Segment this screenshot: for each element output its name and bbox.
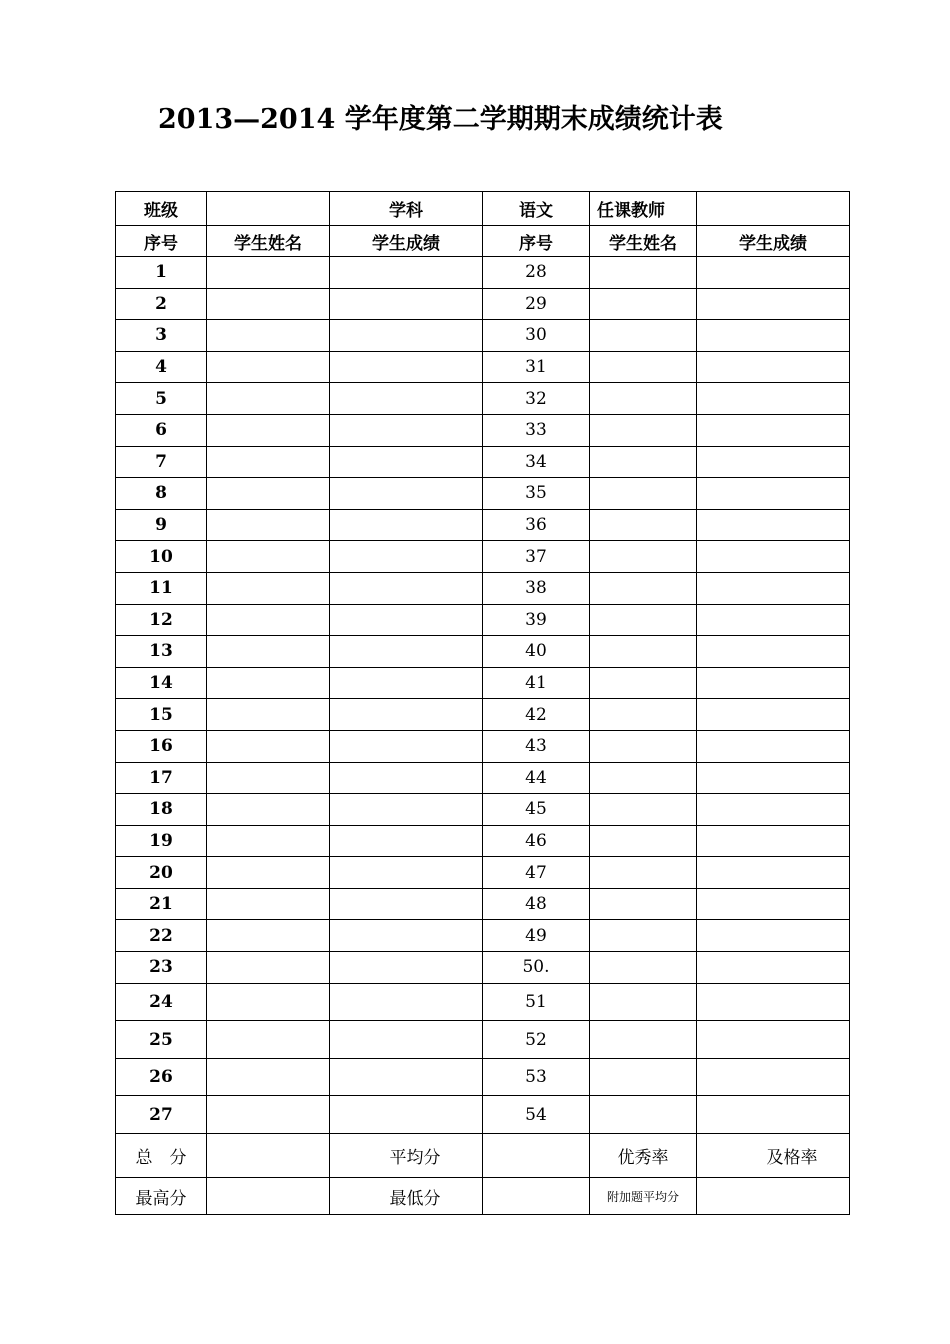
student-score-cell[interactable] — [330, 1058, 483, 1096]
student-name-cell[interactable] — [590, 288, 697, 320]
student-score-cell[interactable] — [330, 952, 483, 984]
student-name-cell[interactable] — [207, 857, 330, 889]
row-number-left: 12 — [116, 604, 207, 636]
row-number-right: 47 — [483, 857, 590, 889]
total-cell[interactable] — [207, 1134, 330, 1178]
student-score-cell[interactable] — [697, 478, 850, 510]
student-name-cell[interactable] — [590, 541, 697, 573]
row-number-left: 9 — [116, 509, 207, 541]
row-number-right: 46 — [483, 825, 590, 857]
student-score-cell[interactable] — [697, 699, 850, 731]
student-score-cell[interactable] — [697, 983, 850, 1021]
table-row — [116, 414, 850, 446]
student-score-cell[interactable] — [697, 1058, 850, 1096]
student-score-cell[interactable] — [697, 888, 850, 920]
student-score-cell[interactable] — [330, 288, 483, 320]
student-score-cell[interactable] — [330, 1096, 483, 1134]
student-name-cell[interactable] — [207, 572, 330, 604]
row-number-right: 31 — [483, 351, 590, 383]
student-name-cell[interactable] — [207, 952, 330, 984]
student-name-cell[interactable] — [590, 509, 697, 541]
student-name-cell[interactable] — [207, 446, 330, 478]
student-name-cell[interactable] — [590, 730, 697, 762]
student-name-cell[interactable] — [207, 667, 330, 699]
row-number-right: 37 — [483, 541, 590, 573]
row-number-left: 11 — [116, 572, 207, 604]
student-name-cell[interactable] — [590, 888, 697, 920]
row-number-left: 15 — [116, 699, 207, 731]
table-row — [116, 446, 850, 478]
row-number-left: 18 — [116, 794, 207, 826]
highest-cell[interactable] — [207, 1178, 330, 1215]
row-number-right: 33 — [483, 414, 590, 446]
row-number-left: 1 — [116, 257, 207, 289]
student-score-cell[interactable] — [330, 730, 483, 762]
student-score-cell[interactable] — [330, 636, 483, 668]
column-header: 序号 — [483, 226, 590, 257]
student-score-cell[interactable] — [697, 636, 850, 668]
table-row — [116, 509, 850, 541]
table-row — [116, 572, 850, 604]
student-name-cell[interactable] — [207, 1096, 330, 1134]
table-row — [116, 320, 850, 352]
student-score-cell[interactable] — [330, 572, 483, 604]
student-score-cell[interactable] — [697, 762, 850, 794]
row-number-right: 52 — [483, 1021, 590, 1059]
row-number-right: 39 — [483, 604, 590, 636]
student-name-cell[interactable] — [590, 794, 697, 826]
row-number-right: 29 — [483, 288, 590, 320]
student-name-cell[interactable] — [207, 699, 330, 731]
student-score-cell[interactable] — [697, 320, 850, 352]
table-row — [116, 857, 850, 889]
student-name-cell[interactable] — [590, 320, 697, 352]
table-row — [116, 604, 850, 636]
row-number-right: 36 — [483, 509, 590, 541]
row-number-right: 40 — [483, 636, 590, 668]
student-name-cell[interactable] — [207, 509, 330, 541]
student-score-cell[interactable] — [330, 320, 483, 352]
row-number-left: 8 — [116, 478, 207, 510]
row-number-right: 54 — [483, 1096, 590, 1134]
table-row — [116, 983, 850, 1021]
row-number-right: 35 — [483, 478, 590, 510]
student-score-cell[interactable] — [697, 825, 850, 857]
student-score-cell[interactable] — [330, 509, 483, 541]
student-name-cell[interactable] — [590, 667, 697, 699]
total-label: 总 分 — [116, 1134, 207, 1178]
row-number-right: 48 — [483, 888, 590, 920]
column-header: 学生姓名 — [207, 226, 330, 257]
column-header-row — [116, 226, 850, 257]
table-row — [116, 730, 850, 762]
student-name-cell[interactable] — [207, 320, 330, 352]
student-name-cell[interactable] — [207, 825, 330, 857]
student-score-cell[interactable] — [330, 1021, 483, 1059]
table-row — [116, 288, 850, 320]
column-header: 学生成绩 — [697, 226, 850, 257]
student-name-cell[interactable] — [590, 351, 697, 383]
row-number-right: 38 — [483, 572, 590, 604]
page-title: 2013—2014 学年度第二学期期末成绩统计表 — [158, 104, 723, 135]
student-score-cell[interactable] — [697, 446, 850, 478]
table-row — [116, 699, 850, 731]
student-score-cell[interactable] — [330, 383, 483, 415]
student-name-cell[interactable] — [590, 920, 697, 952]
student-name-cell[interactable] — [207, 383, 330, 415]
student-name-cell[interactable] — [207, 1021, 330, 1059]
pass-rate-label: 及格率 — [697, 1134, 850, 1178]
row-number-left: 3 — [116, 320, 207, 352]
table-row — [116, 762, 850, 794]
score-table — [115, 191, 850, 1215]
lowest-label: 最低分 — [330, 1178, 483, 1215]
student-name-cell[interactable] — [207, 478, 330, 510]
header-row — [116, 192, 850, 226]
student-name-cell[interactable] — [590, 636, 697, 668]
student-name-cell[interactable] — [207, 604, 330, 636]
summary-row — [116, 1134, 850, 1178]
row-number-right: 28 — [483, 257, 590, 289]
student-score-cell[interactable] — [330, 351, 483, 383]
student-name-cell[interactable] — [207, 414, 330, 446]
table-row — [116, 952, 850, 984]
row-number-left: 19 — [116, 825, 207, 857]
student-score-cell[interactable] — [330, 762, 483, 794]
row-number-left: 27 — [116, 1096, 207, 1134]
row-number-left: 6 — [116, 414, 207, 446]
student-score-cell[interactable] — [697, 857, 850, 889]
row-number-right: 51 — [483, 983, 590, 1021]
row-number-left: 14 — [116, 667, 207, 699]
row-number-right: 30 — [483, 320, 590, 352]
row-number-right: 44 — [483, 762, 590, 794]
table-row — [116, 636, 850, 668]
student-score-cell[interactable] — [330, 825, 483, 857]
row-number-right: 43 — [483, 730, 590, 762]
student-name-cell[interactable] — [590, 257, 697, 289]
table-row — [116, 1058, 850, 1096]
student-name-cell[interactable] — [207, 288, 330, 320]
student-score-cell[interactable] — [697, 257, 850, 289]
row-number-right: 53 — [483, 1058, 590, 1096]
student-score-cell[interactable] — [330, 794, 483, 826]
student-score-cell[interactable] — [697, 952, 850, 984]
row-number-left: 16 — [116, 730, 207, 762]
student-name-cell[interactable] — [207, 636, 330, 668]
student-score-cell[interactable] — [330, 857, 483, 889]
student-name-cell[interactable] — [590, 604, 697, 636]
row-number-left: 7 — [116, 446, 207, 478]
student-name-cell[interactable] — [207, 762, 330, 794]
row-number-left: 24 — [116, 983, 207, 1021]
row-number-left: 4 — [116, 351, 207, 383]
row-number-left: 10 — [116, 541, 207, 573]
row-number-left: 5 — [116, 383, 207, 415]
student-score-cell[interactable] — [697, 572, 850, 604]
student-score-cell[interactable] — [330, 541, 483, 573]
student-score-cell[interactable] — [697, 1021, 850, 1059]
row-number-right: 45 — [483, 794, 590, 826]
student-name-cell[interactable] — [590, 446, 697, 478]
student-score-cell[interactable] — [697, 541, 850, 573]
class-label: 班级 — [116, 192, 207, 226]
column-header: 学生成绩 — [330, 226, 483, 257]
student-score-cell[interactable] — [330, 257, 483, 289]
table-row — [116, 1096, 850, 1134]
student-name-cell[interactable] — [590, 1021, 697, 1059]
row-number-left: 23 — [116, 952, 207, 984]
teacher-value-cell[interactable] — [697, 192, 850, 226]
class-value-cell[interactable] — [207, 192, 330, 226]
student-score-cell[interactable] — [330, 888, 483, 920]
table-row — [116, 794, 850, 826]
subject-value: 语文 — [483, 192, 590, 226]
student-score-cell[interactable] — [330, 667, 483, 699]
row-number-left: 20 — [116, 857, 207, 889]
student-name-cell[interactable] — [590, 414, 697, 446]
row-number-left: 17 — [116, 762, 207, 794]
student-name-cell[interactable] — [590, 983, 697, 1021]
student-name-cell[interactable] — [590, 762, 697, 794]
row-number-right: 34 — [483, 446, 590, 478]
subject-label: 学科 — [330, 192, 483, 226]
student-score-cell[interactable] — [330, 446, 483, 478]
row-number-right: 49 — [483, 920, 590, 952]
student-score-cell[interactable] — [697, 920, 850, 952]
column-header: 序号 — [116, 226, 207, 257]
student-score-cell[interactable] — [697, 351, 850, 383]
student-score-cell[interactable] — [697, 604, 850, 636]
student-name-cell[interactable] — [590, 699, 697, 731]
row-number-left: 25 — [116, 1021, 207, 1059]
row-number-right: 50. — [483, 952, 590, 984]
student-name-cell[interactable] — [207, 983, 330, 1021]
student-score-cell[interactable] — [330, 414, 483, 446]
student-name-cell[interactable] — [590, 952, 697, 984]
student-name-cell[interactable] — [590, 825, 697, 857]
student-name-cell[interactable] — [207, 888, 330, 920]
student-name-cell[interactable] — [590, 857, 697, 889]
student-name-cell[interactable] — [207, 1058, 330, 1096]
row-number-right: 32 — [483, 383, 590, 415]
student-score-cell[interactable] — [697, 509, 850, 541]
student-score-cell[interactable] — [697, 730, 850, 762]
highest-label: 最高分 — [116, 1178, 207, 1215]
table-row — [116, 1021, 850, 1059]
table-row — [116, 920, 850, 952]
lowest-cell[interactable] — [483, 1178, 590, 1215]
student-score-cell[interactable] — [330, 604, 483, 636]
student-name-cell[interactable] — [590, 1058, 697, 1096]
table-row — [116, 351, 850, 383]
table-row — [116, 667, 850, 699]
student-name-cell[interactable] — [207, 730, 330, 762]
row-number-left: 13 — [116, 636, 207, 668]
average-cell[interactable] — [483, 1134, 590, 1178]
student-name-cell[interactable] — [207, 541, 330, 573]
table-row — [116, 478, 850, 510]
student-name-cell[interactable] — [207, 257, 330, 289]
student-score-cell[interactable] — [697, 383, 850, 415]
bonus-average-cell[interactable] — [697, 1178, 850, 1215]
student-score-cell[interactable] — [330, 983, 483, 1021]
summary-row — [116, 1178, 850, 1215]
table-row — [116, 541, 850, 573]
student-name-cell[interactable] — [590, 1096, 697, 1134]
student-score-cell[interactable] — [330, 478, 483, 510]
student-score-cell[interactable] — [697, 794, 850, 826]
table-row — [116, 257, 850, 289]
teacher-label: 任课教师 — [590, 192, 697, 226]
student-score-cell[interactable] — [697, 288, 850, 320]
row-number-left: 22 — [116, 920, 207, 952]
student-score-cell[interactable] — [697, 1096, 850, 1134]
student-name-cell[interactable] — [590, 572, 697, 604]
student-name-cell[interactable] — [590, 478, 697, 510]
column-header: 学生姓名 — [590, 226, 697, 257]
row-number-left: 26 — [116, 1058, 207, 1096]
average-label: 平均分 — [330, 1134, 483, 1178]
student-score-cell[interactable] — [330, 699, 483, 731]
row-number-left: 2 — [116, 288, 207, 320]
table-row — [116, 825, 850, 857]
student-score-cell[interactable] — [697, 667, 850, 699]
row-number-left: 21 — [116, 888, 207, 920]
table-row — [116, 888, 850, 920]
bonus-average-label: 附加题平均分 — [590, 1178, 697, 1215]
row-number-right: 41 — [483, 667, 590, 699]
student-name-cell[interactable] — [207, 920, 330, 952]
student-name-cell[interactable] — [590, 383, 697, 415]
table-row — [116, 383, 850, 415]
student-score-cell[interactable] — [697, 414, 850, 446]
excellent-rate-label: 优秀率 — [590, 1134, 697, 1178]
student-name-cell[interactable] — [207, 794, 330, 826]
student-score-cell[interactable] — [330, 920, 483, 952]
student-name-cell[interactable] — [207, 351, 330, 383]
row-number-right: 42 — [483, 699, 590, 731]
